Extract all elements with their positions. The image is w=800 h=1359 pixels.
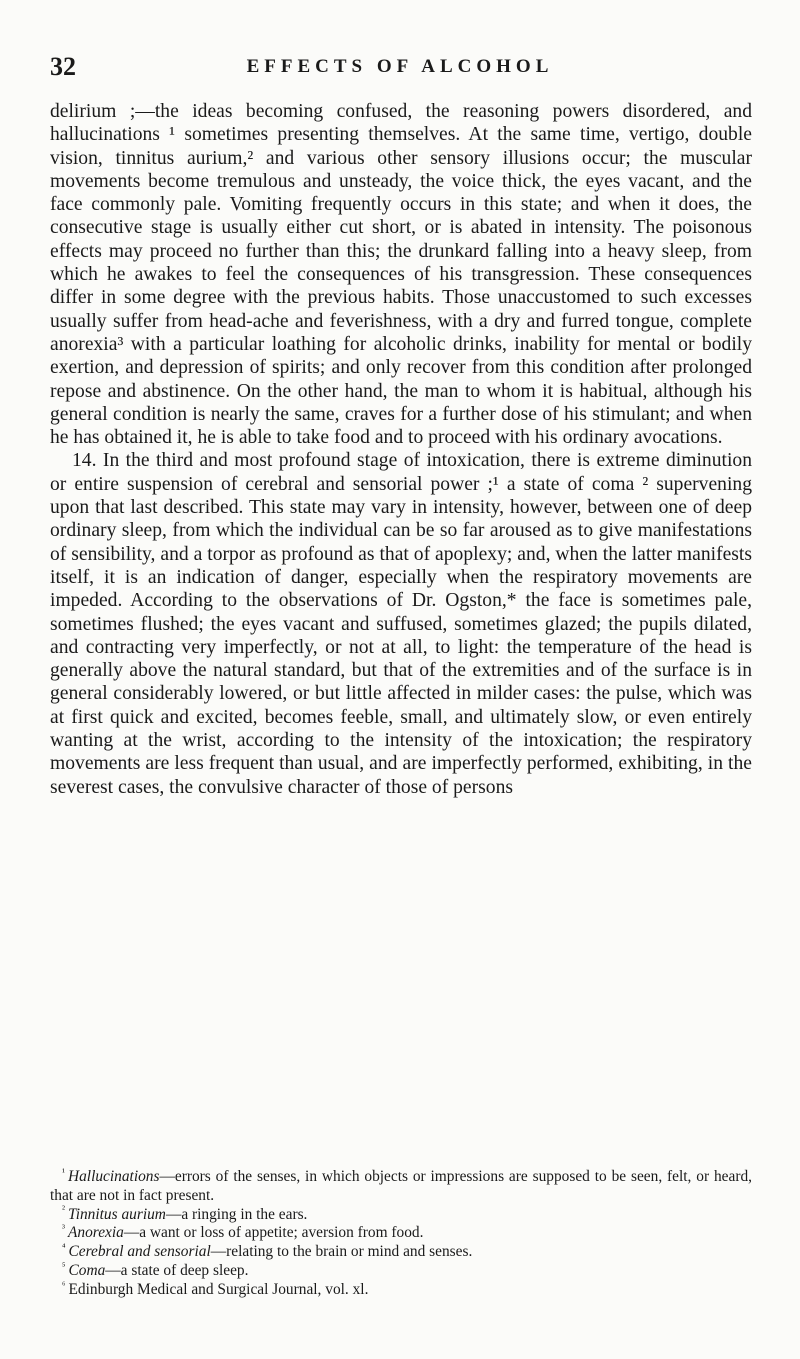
- running-title: EFFECTS OF ALCOHOL: [246, 56, 554, 77]
- footnote: $^{^5}$ Coma—a state of deep sleep.: [62, 1260, 249, 1279]
- footnote: $^{^3}$ Anorexia—a want or loss of appetite; aversion from food.: [62, 1223, 424, 1242]
- footnote: $^{^1}$ Hallucinations—errors of the senses, in which objects or impressions are supposed to be seen, felt, or heard, that are not in fact present.: [50, 1166, 752, 1204]
- page-header: [50, 52, 750, 82]
- footnotes: [50, 1168, 752, 1300]
- paragraph-continued: delirium ;—the ideas becoming confused, the reasoning powers disordered, and hallucinations ¹ sometimes presenting themselves. At the same time, vertigo, double vision, tinnitus aurium,² and various other sensory illusions occur; the muscular movements become tremulous and unsteady, the voice thick, the eyes vacant, and the face commonly pale. Vomiting frequently occurs in this state; and when it does, the consecutive stage is usually either cut short, or is abated in intensity. The poisonous effects may proceed no further than this; the drunkard falling into a heavy sleep, from which he awakes to feel the consequences of his transgression. These consequences differ in some degree with the previous habits. Those unaccustomed to such excesses usually suffer from head-ache and feverishness, with a dry and furred tongue, complete anorexia³ with a particular loathing for alcoholic drinks, inability for mental or bodily exertion, and depression of spirits; and only recover from this condition after prolonged repose and abstinence. On the other hand, the man to whom it is habitual, although his general condition is nearly the same, craves for a further dose of his stimulant; and when he has obtained it, he is able to take food and to proceed with his ordinary avocations.: [50, 101, 752, 449]
- paragraph-section-14: 14. In the third and most profound stage of intoxication, there is extreme diminution or entire suspension of cerebral and sensorial power ;¹ a state of coma ² supervening upon that last described. This state may vary in intensity, however, between one of deep ordinary sleep, from which the individual can be so far aroused as to give manifestations of sensibility, and a torpor as profound as that of apoplexy; and, when the latter manifests itself, it is an indication of danger, especially when the respiratory movements are impeded. According to the observations of Dr. Ogston,* the face is sometimes pale, sometimes flushed; the eyes vacant and suffused, sometimes glazed; the pupils dilated, and contracting very imperfectly, or not at all, to light: the temperature of the head is generally above the natural standard, but that of the extremities and of the surface is in general considerably lowered, or but little affected in milder cases: the pulse, which was at first quick and excited, becomes feeble, small, and ultimately slow, or even entirely wanting at the wrist, according to the intensity of the intoxication; the respiratory movements are less frequent than usual, and are imperfectly performed, exhibiting, in the severest cases, the convulsive character of those of persons: [50, 450, 752, 798]
- body-text: [50, 100, 752, 799]
- footnote: $^{^2}$ Tinnitus aurium—a ringing in the ears.: [62, 1204, 308, 1223]
- footnote: $^{^6}$ Edinburgh Medical and Surgical Journal, vol. xl.: [62, 1279, 369, 1298]
- page-number: 32: [50, 52, 76, 81]
- footnote: $^{^4}$ Cerebral and sensorial—relating to the brain or mind and senses.: [62, 1242, 473, 1261]
